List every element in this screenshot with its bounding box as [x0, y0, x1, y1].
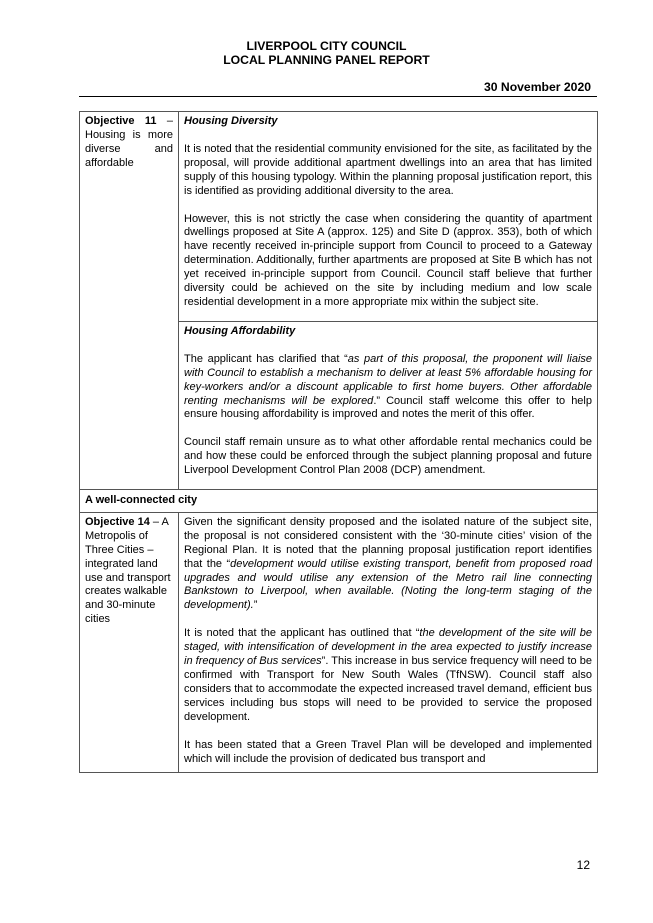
paragraph: The applicant has clarified that “as part of this proposal, the proponent will liaise with Council to establish a mechanism to deliver at least 5% affordable housing for key-workers and/or a discount applicable to first home buyers. Other affordable renting mechanisms will be explored.” Council staff welcome this offer to help ensure housing affordability is improved and notes the merit of this offer.: [184, 352, 593, 421]
council-name: LIVERPOOL CITY COUNCIL: [246, 39, 407, 53]
paragraph: Given the significant density proposed and the isolated nature of the subject site, the proposal is not considered consistent with the ‘30-minute cities’ vision of the Regional Plan. It is noted that the planning proposal justification report identifies that the “development would utilise existing transport, benefit from proposed road upgrades and would utilise any extension of the Metro rail line connecting Bankstown to Liverpool, when available. (Noting the long-term staging of the development).”: [184, 515, 592, 612]
paragraph: It has been stated that a Green Travel Plan will be developed and implemented which will include the provision of dedicated bus transport and: [184, 738, 592, 765]
objective-11-label: Objective 11 – Housing is more diverse and affordable: [80, 112, 179, 490]
paragraph: However, this is not strictly the case when considering the quantity of apartment dwellings proposed at Site A (approx. 125) and Site D (approx. 353), both of which have recently received in-principle support from Council to proceed to a Gateway determination. Additionally, further apartments are proposed at Site B which has not yet received in-principle support from Council. Council staff believe that further diversity could be achieved on the site by including medium and low scale residential development in a more appropriate mix within the subject site.: [184, 212, 592, 308]
housing-diversity-cell: [179, 112, 598, 322]
paragraph: It is noted that the residential community envisioned for the site, as facilitated by the proposal, will provide additional apartment dwellings into an area that has limited supply of this housing typology. Within the planning proposal justification report, this is identified as providing additional diversity to the area.: [184, 142, 592, 197]
section-heading: A well-connected city: [80, 490, 598, 513]
report-date: 30 November 2020: [483, 80, 591, 94]
housing-affordability-heading: Housing Affordability: [184, 324, 296, 337]
objectives-table: [79, 111, 598, 773]
report-title: LOCAL PLANNING PANEL REPORT: [223, 53, 430, 67]
objective-14-cell: [179, 512, 598, 773]
housing-affordability-cell: [179, 321, 598, 489]
header-rule: [79, 96, 597, 97]
housing-diversity-heading: Housing Diversity: [184, 115, 278, 127]
paragraph: Council staff remain unsure as to what other affordable rental mechanics could be and how these could be enforced through the subject planning proposal and future Liverpool Development Control Plan 2008 (DCP) amendment.: [184, 436, 592, 477]
page-number: 12: [576, 858, 590, 872]
objective-14-label: Objective 14 – A Metropolis of Three Cities – integrated land use and transport creates walkable and 30-minute cities: [80, 512, 179, 773]
table-row: [80, 512, 598, 773]
paragraph: It is noted that the applicant has outlined that “the development of the site will be staged, with intensification of development in the area expected to justify increase in frequency of Bus services”. This increase in bus service frequency will need to be confirmed with Transport for New South Wales (TfNSW). Council staff also considers that to accommodate the expected increased travel demand, efficient bus services including bus stops will need to be provided to service the proposed development.: [184, 627, 592, 723]
section-row: [80, 490, 598, 513]
table-row: [80, 112, 598, 322]
